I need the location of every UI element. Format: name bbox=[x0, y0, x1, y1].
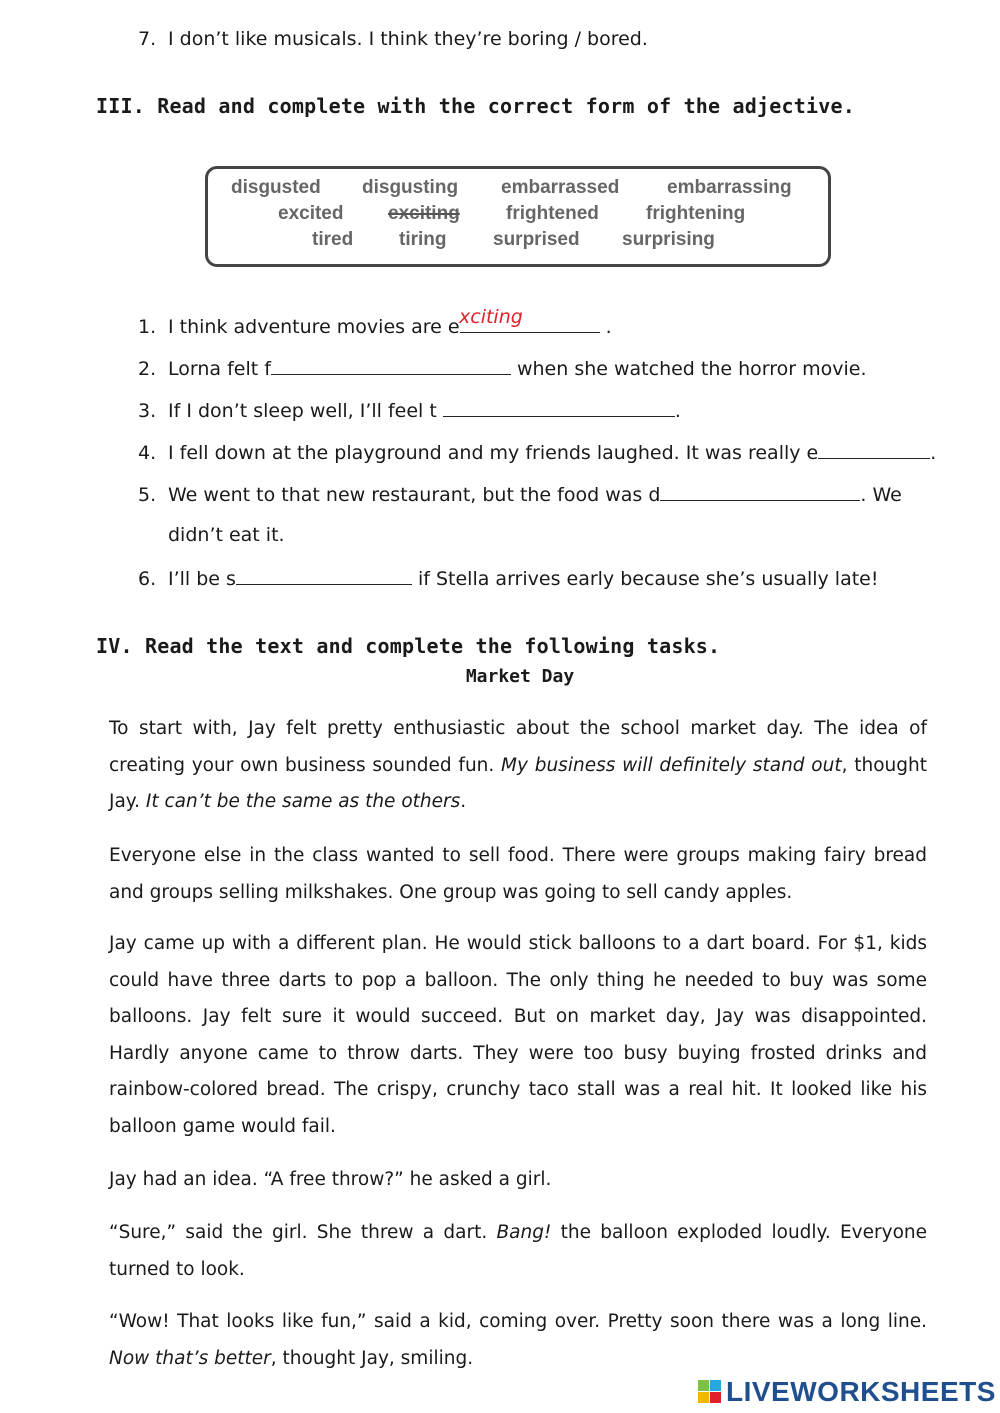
exercise-item-4 bbox=[138, 440, 936, 464]
logo-icon bbox=[698, 1380, 722, 1404]
paragraph-italic: My business will definitely stand out bbox=[501, 754, 842, 776]
item-number: 7. bbox=[138, 28, 157, 50]
item-text: If I don’t sleep well, I’ll feel t bbox=[168, 400, 443, 422]
reading-paragraph-4: Jay had an idea. “A free throw?” he asked a girl. bbox=[109, 1169, 552, 1190]
paragraph-text: the balloon exploded loudly. Everyone turned to look. bbox=[109, 1222, 927, 1280]
word-bank-item: tiring bbox=[399, 229, 447, 250]
exercise-item-6 bbox=[138, 566, 878, 590]
answer-blank-4[interactable] bbox=[818, 440, 930, 459]
liveworksheets-logo[interactable] bbox=[698, 1376, 996, 1408]
exercise-item-5-continued: didn’t eat it. bbox=[168, 524, 285, 546]
reading-title: Market Day bbox=[465, 666, 575, 687]
item-text: . bbox=[599, 316, 612, 338]
paragraph-italic: Bang! bbox=[496, 1222, 552, 1243]
paragraph-text: “Wow! That looks like fun,” said a kid, coming over. Pretty soon there was a long line. bbox=[109, 1311, 927, 1332]
item-text: Lorna felt f bbox=[168, 358, 271, 380]
word-bank-item: frightened bbox=[506, 203, 599, 224]
item-number: 1. bbox=[138, 316, 157, 338]
word-bank-item: embarrassed bbox=[501, 177, 620, 198]
word-bank-item: disgusted bbox=[231, 177, 321, 198]
reading-paragraph-5 bbox=[109, 1215, 927, 1288]
exercise-item-1 bbox=[138, 314, 612, 338]
item-text: I don’t like musicals. I think they’re boring / bored. bbox=[168, 28, 648, 50]
answer-text-1[interactable]: xciting bbox=[459, 306, 523, 328]
paragraph-text: To start with, Jay felt pretty enthusiastic about the school market day. The idea of creating your own business sounded fun. bbox=[109, 718, 927, 776]
exercise-item-5 bbox=[138, 482, 902, 506]
answer-blank-2[interactable] bbox=[271, 356, 511, 375]
paragraph-italic: It can’t be the same as the others bbox=[145, 791, 461, 813]
paragraph-text: . bbox=[460, 791, 467, 813]
item-number: 5. bbox=[138, 484, 157, 506]
word-bank-item: tired bbox=[312, 229, 354, 250]
reading-paragraph-1 bbox=[109, 711, 927, 821]
item-text: We went to that new restaurant, but the food was d bbox=[168, 484, 661, 506]
word-bank-item: surprised bbox=[493, 229, 580, 250]
item-text: . bbox=[674, 400, 681, 422]
word-bank-item-used: exciting bbox=[388, 203, 460, 224]
item-text: . bbox=[930, 442, 937, 464]
item-number: 6. bbox=[138, 568, 157, 590]
item-number: 3. bbox=[138, 400, 157, 422]
item-text: if Stella arrives early because she’s usually late! bbox=[411, 568, 879, 590]
item-text: I’ll be s bbox=[168, 568, 236, 590]
paragraph-italic: Now that’s better bbox=[109, 1347, 271, 1369]
word-bank-item: frightening bbox=[646, 203, 746, 224]
item-text: when she watched the horror movie. bbox=[510, 358, 867, 380]
logo-text: LIVEWORKSHEETS bbox=[726, 1376, 996, 1407]
paragraph-text: , thought Jay, smiling. bbox=[270, 1347, 474, 1369]
exercise-item-3 bbox=[138, 398, 681, 422]
item-number: 4. bbox=[138, 442, 157, 464]
answer-blank-3[interactable] bbox=[443, 398, 675, 417]
reading-paragraph-6 bbox=[109, 1304, 927, 1377]
exercise-item-2 bbox=[138, 356, 867, 380]
item-text: I fell down at the playground and my friends laughed. It was really e bbox=[168, 442, 819, 464]
word-bank-item: excited bbox=[278, 203, 344, 224]
answer-blank-5[interactable] bbox=[660, 482, 860, 501]
section-4-heading: IV. Read the text and complete the following tasks. bbox=[96, 634, 721, 658]
item-7 bbox=[138, 28, 648, 50]
item-text: . We bbox=[860, 484, 902, 506]
item-number: 2. bbox=[138, 358, 157, 380]
paragraph-text: , thought Jay. bbox=[109, 754, 927, 813]
reading-paragraph-2: Everyone else in the class wanted to sell food. There were groups making fairy bread and groups selling milkshakes. One group was going to sell candy apples. bbox=[109, 845, 927, 903]
section-3-heading: III. Read and complete with the correct form of the adjective. bbox=[96, 94, 855, 118]
reading-paragraph-3: Jay came up with a different plan. He would stick balloons to a dart board. For $1, kids could have three darts to pop a balloon. The only thing he needed to buy was some balloons. Jay felt sure it would succeed. But on market day, Jay was disappointed. Hardly anyone came to throw darts. They were too busy buying frosted drinks and rainbow-colored bread. The crispy, crunchy taco stall was a real hit. It looked like his balloon game would fail. bbox=[109, 933, 927, 1137]
item-text: I think adventure movies are e bbox=[168, 316, 460, 338]
paragraph-text: “Sure,” said the girl. She threw a dart. bbox=[109, 1222, 497, 1243]
word-bank-item: embarrassing bbox=[667, 177, 792, 198]
answer-blank-6[interactable] bbox=[236, 566, 412, 585]
word-bank-item: disgusting bbox=[362, 177, 459, 198]
word-bank-item: surprising bbox=[622, 229, 715, 250]
